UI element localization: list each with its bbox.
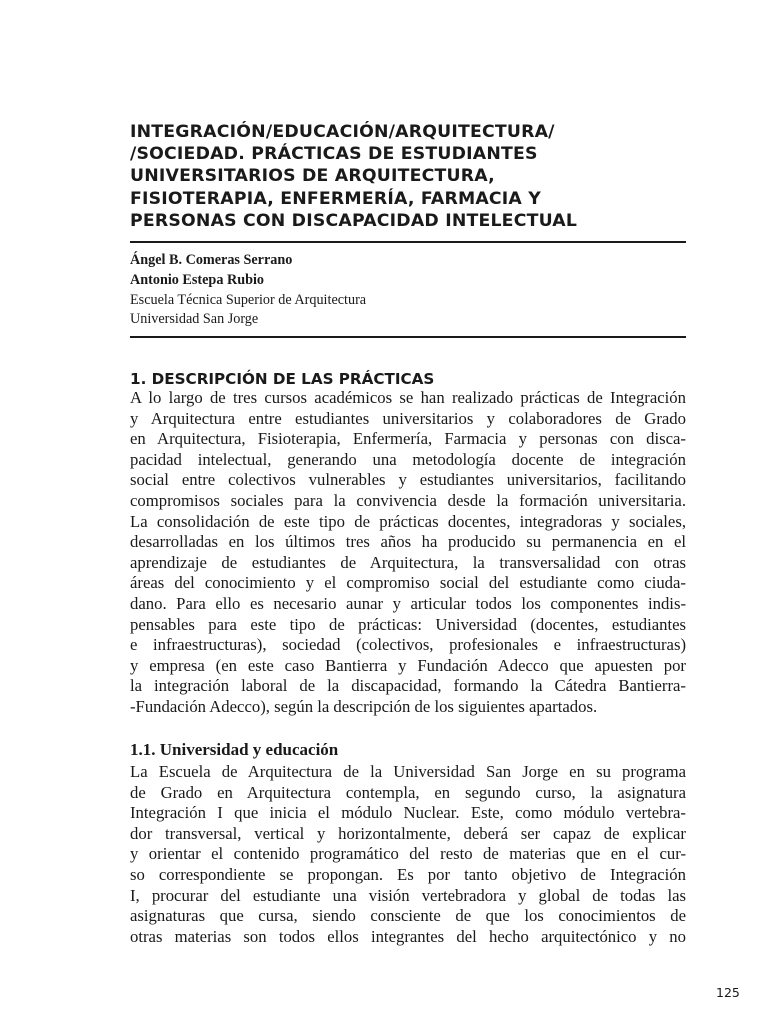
text-line: social entre colectivos vulnerables y estudiantes universitarios, facilitando [130,470,686,490]
text-line: y Arquitectura entre estudiantes universitarios y colaboradores de Grado [130,408,686,428]
text-line: compromisos sociales para la convivencia desde la formación universitaria. [130,490,686,510]
text-line: desarrolladas en los últimos tres años ha producido su permanencia en el [130,532,686,552]
page-number: 125 [716,985,740,1000]
subsection-heading: 1.1. Universidad y educación [130,740,339,759]
text-line: La Escuela de Arquitectura de la Universidad San Jorge en su programa [130,762,686,781]
text-line: La consolidación de este tipo de prácticas docentes, integradoras y sociales, [130,511,686,531]
text-line: pensables para este tipo de prácticas: Universidad (docentes, estudiantes [130,614,686,634]
text-line: Integración I que inicia el módulo Nuclear. Este, como módulo vertebra- [130,803,686,823]
text-line: so correspondiente se propongan. Es por tanto objetivo de Integración [130,864,686,884]
text-line: e infraestructuras), sociedad (colectivos, profesionales e infraestructuras) [130,635,686,655]
section-heading: 1. DESCRIPCIÓN DE LAS PRÁCTICAS [130,370,435,388]
author-name: Antonio Estepa Rubio [130,271,265,288]
page [130,0,686,1024]
text-line: dor transversal, vertical y horizontalmente, deberá ser capaz de explicar [130,823,686,843]
author-affiliation: Escuela Técnica Superior de Arquitectura [130,291,367,308]
section-1-1-paragraph [130,762,686,947]
author-block [130,251,686,330]
text-line: y empresa (en este caso Bantierra y Fundación Adecco que apuesten por [130,655,686,675]
author-name: Ángel B. Comeras Serrano [130,252,293,268]
text-line: I, procurar del estudiante una visión vertebradora y global de todas las [130,885,686,905]
text-line: aprendizaje de estudiantes de Arquitectura, la transversalidad con otras [130,552,686,572]
text-line: la integración laboral de la discapacidad, formando la Cátedra Bantierra- [130,676,686,696]
article-title [130,121,686,232]
title-line: /SOCIEDAD. PRÁCTICAS DE ESTUDIANTES [130,144,538,165]
section-1-paragraph [130,388,686,718]
text-line: áreas del conocimiento y el compromiso social del estudiante como ciuda- [130,573,686,593]
title-line: FISIOTERAPIA, ENFERMERÍA, FARMACIA Y [130,188,541,209]
text-line: A lo largo de tres cursos académicos se han realizado prácticas de Integración [130,388,686,407]
title-divider [130,241,686,243]
title-line: UNIVERSITARIOS DE ARQUITECTURA, [130,166,495,187]
title-line: INTEGRACIÓN/EDUCACIÓN/ARQUITECTURA/ [130,122,555,142]
text-line: asignaturas que cursa, siendo consciente de que los conocimientos de [130,906,686,926]
authors-divider [130,336,686,338]
text-line: otras materias son todos ellos integrantes del hecho arquitectónico y no [130,926,686,946]
text-line: y orientar el contenido programático del resto de materias que en el cur- [130,844,686,864]
text-line: dano. Para ello es necesario aunar y articular todos los componentes indis- [130,593,686,613]
author-affiliation: Universidad San Jorge [130,311,259,328]
title-line: PERSONAS CON DISCAPACIDAD INTELECTUAL [130,210,578,231]
text-line: de Grado en Arquitectura contempla, en segundo curso, la asignatura [130,782,686,802]
text-line: -Fundación Adecco), según la descripción de los siguientes apartados. [130,696,598,716]
text-line: en Arquitectura, Fisioterapia, Enfermería, Farmacia y personas con disca- [130,429,686,449]
text-line: pacidad intelectual, generando una metodología docente de integración [130,449,686,469]
